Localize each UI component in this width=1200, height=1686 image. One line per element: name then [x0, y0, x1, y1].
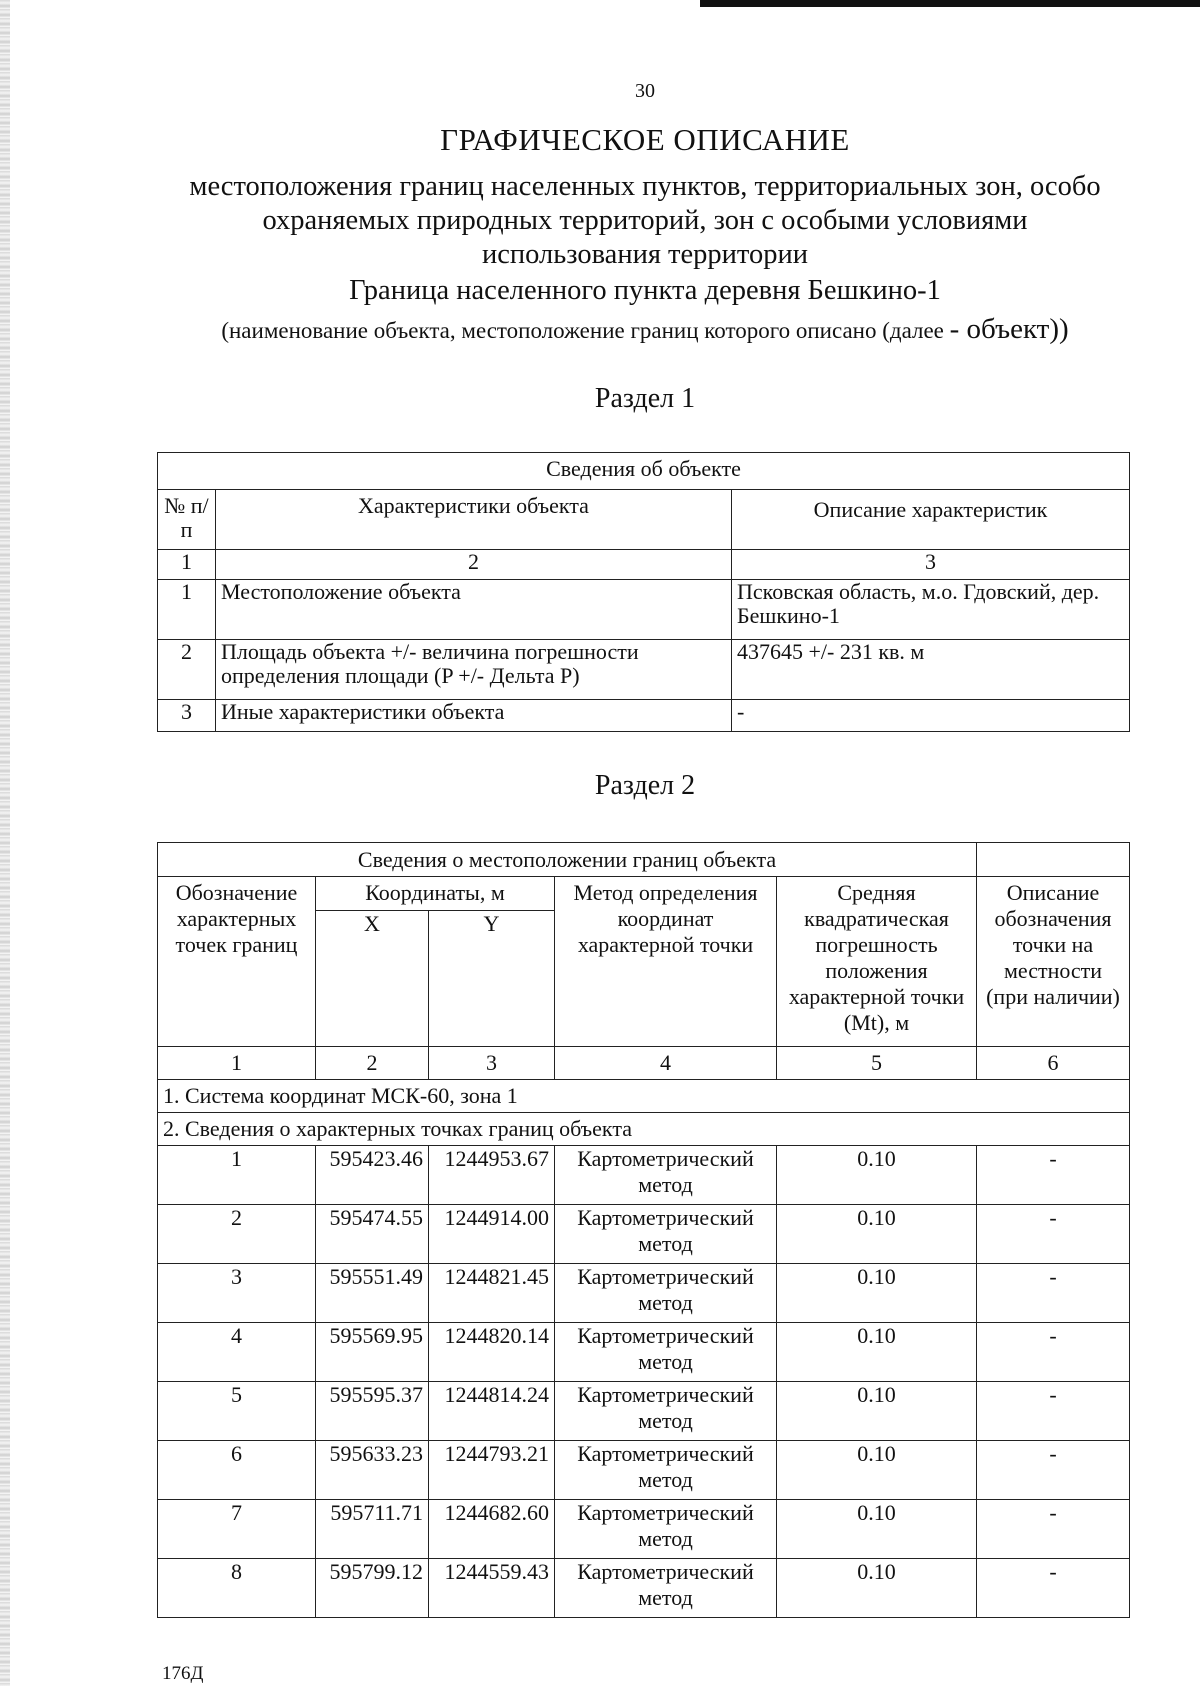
point-mt: 0.10: [777, 1559, 977, 1618]
table-row: [158, 1500, 1130, 1559]
point-method: Картометрический метод: [555, 1205, 777, 1264]
table-row: [158, 1441, 1130, 1500]
point-method: Картометрический метод: [555, 1264, 777, 1323]
header-method: Метод определения координат характерной точки: [555, 877, 777, 1047]
point-id: 5: [158, 1382, 316, 1441]
header-description: Описание характеристик: [732, 490, 1130, 550]
point-x: 595551.49: [316, 1264, 429, 1323]
section2-heading: Раздел 2: [594, 770, 696, 801]
point-y: 1244793.21: [429, 1441, 555, 1500]
object-note-prefix: (наименование объекта, местоположение границ которого описано (далее: [221, 318, 944, 343]
header-point-description: Описание обозначения точки на местности (при наличии): [977, 877, 1130, 1047]
header-coordinates: Координаты, м: [316, 877, 555, 911]
point-mt: 0.10: [777, 1205, 977, 1264]
col-number: 1: [158, 550, 216, 580]
point-desc: -: [977, 1323, 1130, 1382]
row-num: 3: [158, 700, 216, 732]
header-designation: Обозначение характерных точек границ: [158, 877, 316, 1047]
point-y: 1244814.24: [429, 1382, 555, 1441]
point-y: 1244914.00: [429, 1205, 555, 1264]
scan-top-edge: [700, 0, 1200, 7]
col-number: 1: [158, 1047, 316, 1080]
point-mt: 0.10: [777, 1500, 977, 1559]
table-row: [158, 580, 1130, 640]
point-id: 7: [158, 1500, 316, 1559]
point-x: 595474.55: [316, 1205, 429, 1264]
table-row: [158, 1559, 1130, 1618]
object-info-table-title: Сведения об объекте: [158, 453, 1130, 490]
point-id: 3: [158, 1264, 316, 1323]
footer-code: 176Д: [162, 1663, 204, 1684]
point-desc: -: [977, 1205, 1130, 1264]
point-desc: -: [977, 1441, 1130, 1500]
col-number: 3: [429, 1047, 555, 1080]
row-num: 2: [158, 640, 216, 700]
point-y: 1244953.67: [429, 1146, 555, 1205]
page-number: 30: [635, 80, 655, 102]
point-desc: -: [977, 1500, 1130, 1559]
col-number: 2: [216, 550, 732, 580]
row-characteristic: Местоположение объекта: [216, 580, 732, 640]
point-desc: -: [977, 1264, 1130, 1323]
point-method: Картометрический метод: [555, 1382, 777, 1441]
col-number: 5: [777, 1047, 977, 1080]
header-error: Средняя квадратическая погрешность положения характерной точки (Mt), м: [777, 877, 977, 1047]
row-num: 1: [158, 580, 216, 640]
point-y: 1244821.45: [429, 1264, 555, 1323]
object-note: [0, 313, 1200, 346]
table-row: [158, 700, 1130, 732]
point-y: 1244682.60: [429, 1500, 555, 1559]
object-info-table: [157, 452, 1130, 732]
table-row: [158, 1382, 1130, 1441]
point-method: Картометрический метод: [555, 1146, 777, 1205]
header-num: № п/п: [158, 490, 216, 550]
point-method: Картометрический метод: [555, 1500, 777, 1559]
point-x: 595633.23: [316, 1441, 429, 1500]
point-x: 595595.37: [316, 1382, 429, 1441]
point-y: 1244559.43: [429, 1559, 555, 1618]
points-header-row: 2. Сведения о характерных точках границ объекта: [158, 1113, 1130, 1146]
point-mt: 0.10: [777, 1264, 977, 1323]
row-description: 437645 +/- 231 кв. м: [732, 640, 1130, 700]
point-x: 595799.12: [316, 1559, 429, 1618]
point-x: 595423.46: [316, 1146, 429, 1205]
point-desc: -: [977, 1382, 1130, 1441]
row-characteristic: Площадь объекта +/- величина погрешности определения площади (P +/- Дельта P): [216, 640, 732, 700]
point-mt: 0.10: [777, 1323, 977, 1382]
row-characteristic: Иные характеристики объекта: [216, 700, 732, 732]
table-row: [158, 640, 1130, 700]
point-mt: 0.10: [777, 1146, 977, 1205]
boundary-points-table: [157, 842, 1130, 1618]
point-x: 595711.71: [316, 1500, 429, 1559]
section1-heading: Раздел 1: [594, 383, 696, 414]
points-body: [158, 1146, 1130, 1618]
point-mt: 0.10: [777, 1382, 977, 1441]
document-subtitle: местоположения границ населенных пунктов, территориальных зон, особо охраняемых природных территорий, зон с особыми условиями использования территории: [189, 171, 1101, 270]
point-id: 1: [158, 1146, 316, 1205]
table-row: [158, 1146, 1130, 1205]
table-row: [158, 1264, 1130, 1323]
row-description: Псковская область, м.о. Гдовский, дер. Бешкино-1: [732, 580, 1130, 640]
point-method: Картометрический метод: [555, 1559, 777, 1618]
coord-system-row: 1. Система координат МСК-60, зона 1: [158, 1080, 1130, 1113]
point-id: 2: [158, 1205, 316, 1264]
col-number: 3: [732, 550, 1130, 580]
header-characteristic: Характеристики объекта: [216, 490, 732, 550]
point-desc: -: [977, 1559, 1130, 1618]
document-title: ГРАФИЧЕСКОЕ ОПИСАНИЕ: [440, 122, 850, 157]
scan-edge: [0, 0, 10, 1686]
point-x: 595569.95: [316, 1323, 429, 1382]
header-y: Y: [429, 911, 555, 1047]
point-id: 8: [158, 1559, 316, 1618]
col-number: 4: [555, 1047, 777, 1080]
point-id: 4: [158, 1323, 316, 1382]
table-row: [158, 1323, 1130, 1382]
boundary-table-title: Сведения о местоположении границ объекта: [158, 843, 977, 877]
row-description: -: [732, 700, 1130, 732]
col-number: 2: [316, 1047, 429, 1080]
col-number: 6: [977, 1047, 1130, 1080]
header-x: X: [316, 911, 429, 1047]
object-note-suffix: - объект)): [949, 313, 1069, 345]
header-empty-cell: [977, 843, 1130, 877]
point-method: Картометрический метод: [555, 1323, 777, 1382]
object-name: Граница населенного пункта деревня Бешкино-1: [349, 275, 941, 306]
point-method: Картометрический метод: [555, 1441, 777, 1500]
table-row: [158, 1205, 1130, 1264]
point-desc: -: [977, 1146, 1130, 1205]
point-mt: 0.10: [777, 1441, 977, 1500]
point-y: 1244820.14: [429, 1323, 555, 1382]
point-id: 6: [158, 1441, 316, 1500]
